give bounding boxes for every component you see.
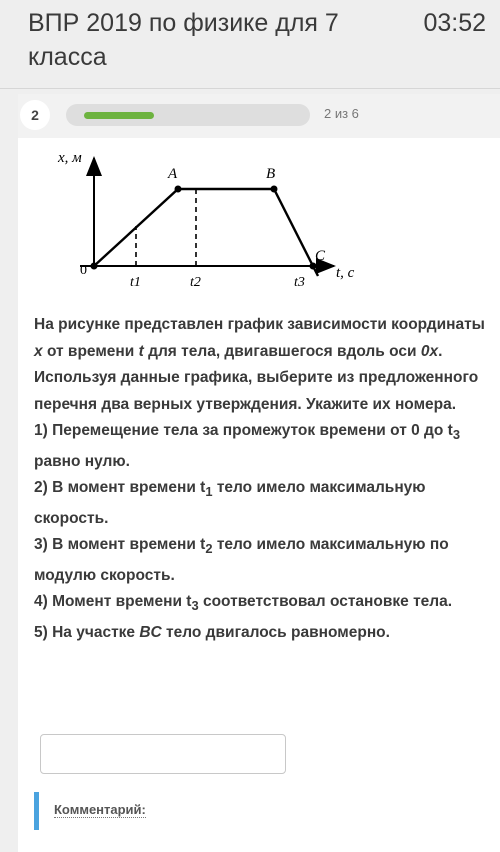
tick-label-t1: t1 bbox=[130, 275, 141, 290]
position-time-graph bbox=[18, 144, 368, 304]
statement-4: 4) Момент времени $t_3$ соответствовал остановке тела. bbox=[34, 593, 453, 614]
comment-label[interactable]: Комментарий: bbox=[54, 802, 146, 817]
tick-label-t2: t2 bbox=[190, 275, 201, 290]
question-card bbox=[18, 94, 500, 852]
point-b bbox=[271, 186, 278, 193]
progress-bar-fill bbox=[84, 112, 154, 119]
progress-label: 2 из 6 bbox=[324, 106, 359, 121]
point-label-c: C bbox=[315, 248, 326, 264]
task-text bbox=[34, 312, 486, 646]
origin-label: 0 bbox=[80, 263, 87, 278]
statement-1: 1) Перемещение тела за промежуток времени от 0 до $t_3$ равно нулю. bbox=[34, 422, 461, 470]
point-a bbox=[175, 186, 182, 193]
graph-line bbox=[94, 189, 318, 276]
comment-block bbox=[34, 792, 484, 832]
point-origin bbox=[91, 263, 98, 270]
task-instruction: Используя данные графика, выберите из предложенного перечня два верных утверждения. Укажите их номера. bbox=[34, 369, 479, 413]
y-axis-label: x, м bbox=[58, 150, 82, 166]
header bbox=[0, 0, 500, 89]
question-number-badge[interactable]: 2 bbox=[20, 100, 50, 130]
x-axis-label: t, с bbox=[336, 265, 355, 281]
page-title: ВПР 2019 по физике для 7 класса bbox=[28, 9, 339, 71]
task-intro: На рисунке представлен график зависимости координаты x от времени t для тела, двигавшегося вдоль оси 0x. bbox=[34, 316, 485, 360]
timer: 03:52 bbox=[423, 9, 486, 37]
tick-label-t3: t3 bbox=[294, 275, 305, 290]
statement-2: 2) В момент времени $t_1$ тело имело максимальную скорость. bbox=[34, 479, 426, 527]
progress-bar bbox=[66, 104, 310, 126]
point-label-a: A bbox=[168, 166, 178, 182]
statement-5: 5) На участке BC тело двигалось равномерно. bbox=[34, 623, 390, 641]
statement-3: 3) В момент времени $t_2$ тело имело максимальную по модулю скорость. bbox=[34, 536, 449, 584]
comment-accent-bar bbox=[34, 792, 39, 830]
progress-row bbox=[18, 94, 500, 138]
point-label-b: B bbox=[266, 166, 276, 182]
answer-input[interactable] bbox=[40, 734, 286, 774]
